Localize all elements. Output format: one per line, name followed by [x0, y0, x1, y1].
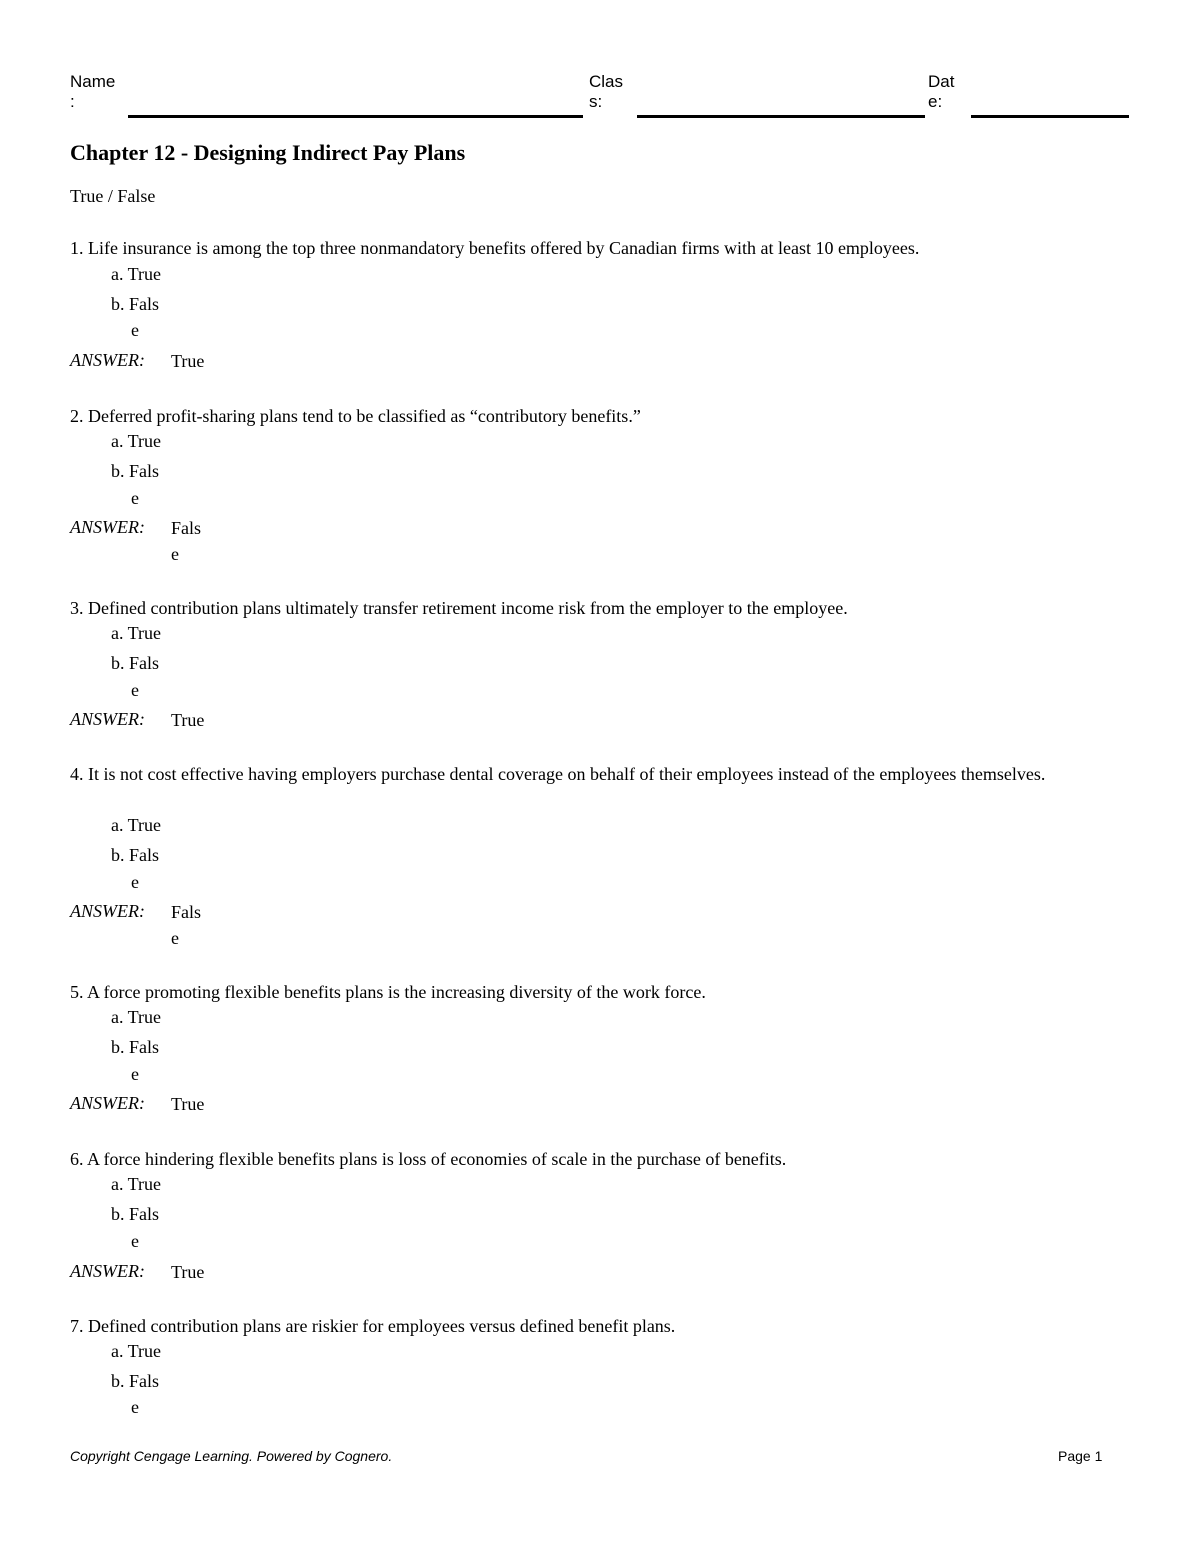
question-text: 6. A force hindering flexible benefits plans is loss of economies of scale in the purchase of benefits.: [70, 1149, 787, 1169]
option-a[interactable]: a. True: [111, 815, 162, 835]
option-b-wrap: e: [131, 488, 139, 508]
name-field[interactable]: [128, 115, 583, 118]
answer-value: Fals: [171, 518, 202, 538]
option-a[interactable]: a. True: [111, 1341, 162, 1361]
answer-value: Fals: [171, 902, 202, 922]
date-field[interactable]: [971, 115, 1129, 118]
date-label: Dat e:: [928, 72, 955, 111]
answer-label: ANSWER:: [70, 350, 145, 370]
question-text: 5. A force promoting flexible benefits plans is the increasing diversity of the work force.: [70, 982, 706, 1002]
question-text: 1. Life insurance is among the top three nonmandatory benefits offered by Canadian firms with at least 10 employees.: [70, 238, 920, 258]
option-a[interactable]: a. True: [111, 623, 162, 643]
section-heading: True / False: [70, 186, 156, 206]
option-a[interactable]: a. True: [111, 1174, 162, 1194]
answer-value: True: [171, 351, 205, 371]
answer-label: ANSWER:: [70, 1261, 145, 1281]
name-label: Name :: [70, 72, 116, 111]
copyright-text: Copyright Cengage Learning. Powered by Cognero.: [70, 1448, 393, 1464]
answer-value: True: [171, 1094, 205, 1114]
answer-label: ANSWER:: [70, 901, 145, 921]
option-b[interactable]: b. Fals: [111, 294, 160, 314]
option-b-wrap: e: [131, 680, 139, 700]
option-b-wrap: e: [131, 1064, 139, 1084]
option-b[interactable]: b. Fals: [111, 461, 160, 481]
option-b[interactable]: b. Fals: [111, 1204, 160, 1224]
option-b-wrap: e: [131, 872, 139, 892]
answer-label: ANSWER:: [70, 709, 145, 729]
page-title: Chapter 12 - Designing Indirect Pay Plans: [70, 140, 466, 165]
question-text: 3. Defined contribution plans ultimately transfer retirement income risk from the employer to the employee.: [70, 598, 848, 618]
answer-label: ANSWER:: [70, 1093, 145, 1113]
answer-value-wrap: e: [171, 928, 179, 948]
question-text: 2. Deferred profit-sharing plans tend to be classified as “contributory benefits.”: [70, 406, 641, 426]
option-b-wrap: e: [131, 1231, 139, 1251]
option-a[interactable]: a. True: [111, 1007, 162, 1027]
option-b-wrap: e: [131, 320, 139, 340]
option-b-wrap: e: [131, 1397, 139, 1417]
answer-value: True: [171, 1262, 205, 1282]
option-b[interactable]: b. Fals: [111, 845, 160, 865]
question-text: 4. It is not cost effective having employers purchase dental coverage on behalf of their employees instead of the employees themselves.: [70, 764, 1046, 784]
option-a[interactable]: a. True: [111, 264, 162, 284]
page-number: Page 1: [1058, 1448, 1103, 1464]
option-b[interactable]: b. Fals: [111, 1037, 160, 1057]
answer-label: ANSWER:: [70, 517, 145, 537]
question-text: 7. Defined contribution plans are riskier for employees versus defined benefit plans.: [70, 1316, 676, 1336]
option-b[interactable]: b. Fals: [111, 653, 160, 673]
answer-value-wrap: e: [171, 544, 179, 564]
option-a[interactable]: a. True: [111, 431, 162, 451]
class-label: Clas s:: [589, 72, 624, 111]
option-b[interactable]: b. Fals: [111, 1371, 160, 1391]
answer-value: True: [171, 710, 205, 730]
class-field[interactable]: [637, 115, 925, 118]
